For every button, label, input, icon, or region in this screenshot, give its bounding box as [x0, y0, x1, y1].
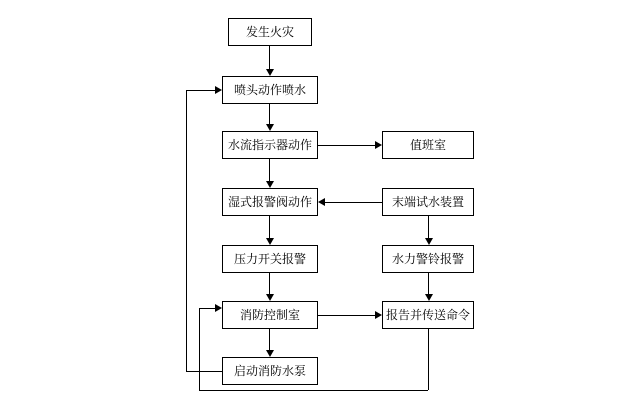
arrowhead-endtest-to-motorbell — [425, 238, 433, 245]
node-report-and-command-label: 报告并传送命令 — [385, 308, 470, 322]
node-start-fire-pump[interactable] — [222, 357, 318, 385]
arrowhead-firecontrol-to-report — [375, 311, 382, 319]
node-duty-room-label: 值班室 — [409, 138, 446, 152]
node-wet-alarm-valve-label: 湿式报警阀动作 — [227, 195, 312, 209]
node-pressure-switch-alarm-label: 压力开关报警 — [233, 252, 306, 266]
edge-report-feedback-drop — [428, 329, 429, 390]
edge-flow-to-dutyroom — [318, 145, 375, 146]
arrowhead-flow-to-dutyroom — [375, 141, 382, 149]
edge-endtest-to-wetalarm — [325, 202, 382, 203]
edge-endtest-to-motorbell — [428, 216, 429, 238]
node-sprinkler-action[interactable] — [222, 76, 318, 104]
node-water-flow-indicator[interactable] — [222, 131, 318, 159]
edge-wetalarm-to-pressure — [269, 216, 270, 238]
node-sprinkler-action-label: 喷头动作喷水 — [233, 83, 306, 97]
edge-firecontrol-to-report — [318, 315, 375, 316]
arrowhead-endtest-to-wetalarm — [318, 198, 325, 206]
arrowhead-pump-to-sprinkler — [215, 86, 222, 94]
arrowhead-pressure-to-firecontrol — [266, 294, 274, 301]
node-fire-control-room-label: 消防控制室 — [239, 308, 300, 322]
node-fire[interactable] — [228, 18, 312, 46]
edge-pressure-to-firecontrol — [269, 273, 270, 294]
arrowhead-motorbell-to-report — [425, 294, 433, 301]
node-end-test-device[interactable] — [382, 188, 474, 216]
node-end-test-device-label: 末端试水装置 — [391, 195, 464, 209]
edge-report-feedback-top — [199, 308, 215, 309]
edge-pump-feedback-top — [186, 90, 215, 91]
edge-sprinkler-to-flow — [269, 104, 270, 124]
node-water-flow-indicator-label: 水流指示器动作 — [227, 138, 312, 152]
edge-pump-feedback-bottom — [186, 371, 222, 372]
arrowhead-sprinkler-to-flow — [266, 124, 274, 131]
arrowhead-flow-to-wetalarm — [266, 181, 274, 188]
edge-report-feedback-bottom — [199, 390, 428, 391]
edge-firecontrol-to-pump — [269, 329, 270, 350]
edge-pump-feedback-riser — [186, 90, 187, 371]
node-start-fire-pump-label: 启动消防水泵 — [233, 364, 306, 378]
node-duty-room[interactable] — [382, 131, 474, 159]
edge-motorbell-to-report — [428, 273, 429, 294]
node-pressure-switch-alarm[interactable] — [222, 245, 318, 273]
arrowhead-fire-to-sprinkler — [266, 69, 274, 76]
edge-fire-to-sprinkler — [269, 46, 270, 69]
node-fire-control-room[interactable] — [222, 301, 318, 329]
arrowhead-wetalarm-to-pressure — [266, 238, 274, 245]
arrowhead-report-to-firecontrol — [215, 304, 222, 312]
node-water-motor-bell-alarm[interactable] — [382, 245, 474, 273]
arrowhead-firecontrol-to-pump — [266, 350, 274, 357]
edge-report-feedback-riser — [199, 308, 200, 390]
edge-flow-to-wetalarm — [269, 159, 270, 181]
node-report-and-command[interactable] — [382, 301, 474, 329]
node-wet-alarm-valve[interactable] — [222, 188, 318, 216]
node-water-motor-bell-alarm-label: 水力警铃报警 — [391, 252, 464, 266]
node-fire-label: 发生火灾 — [245, 25, 294, 39]
